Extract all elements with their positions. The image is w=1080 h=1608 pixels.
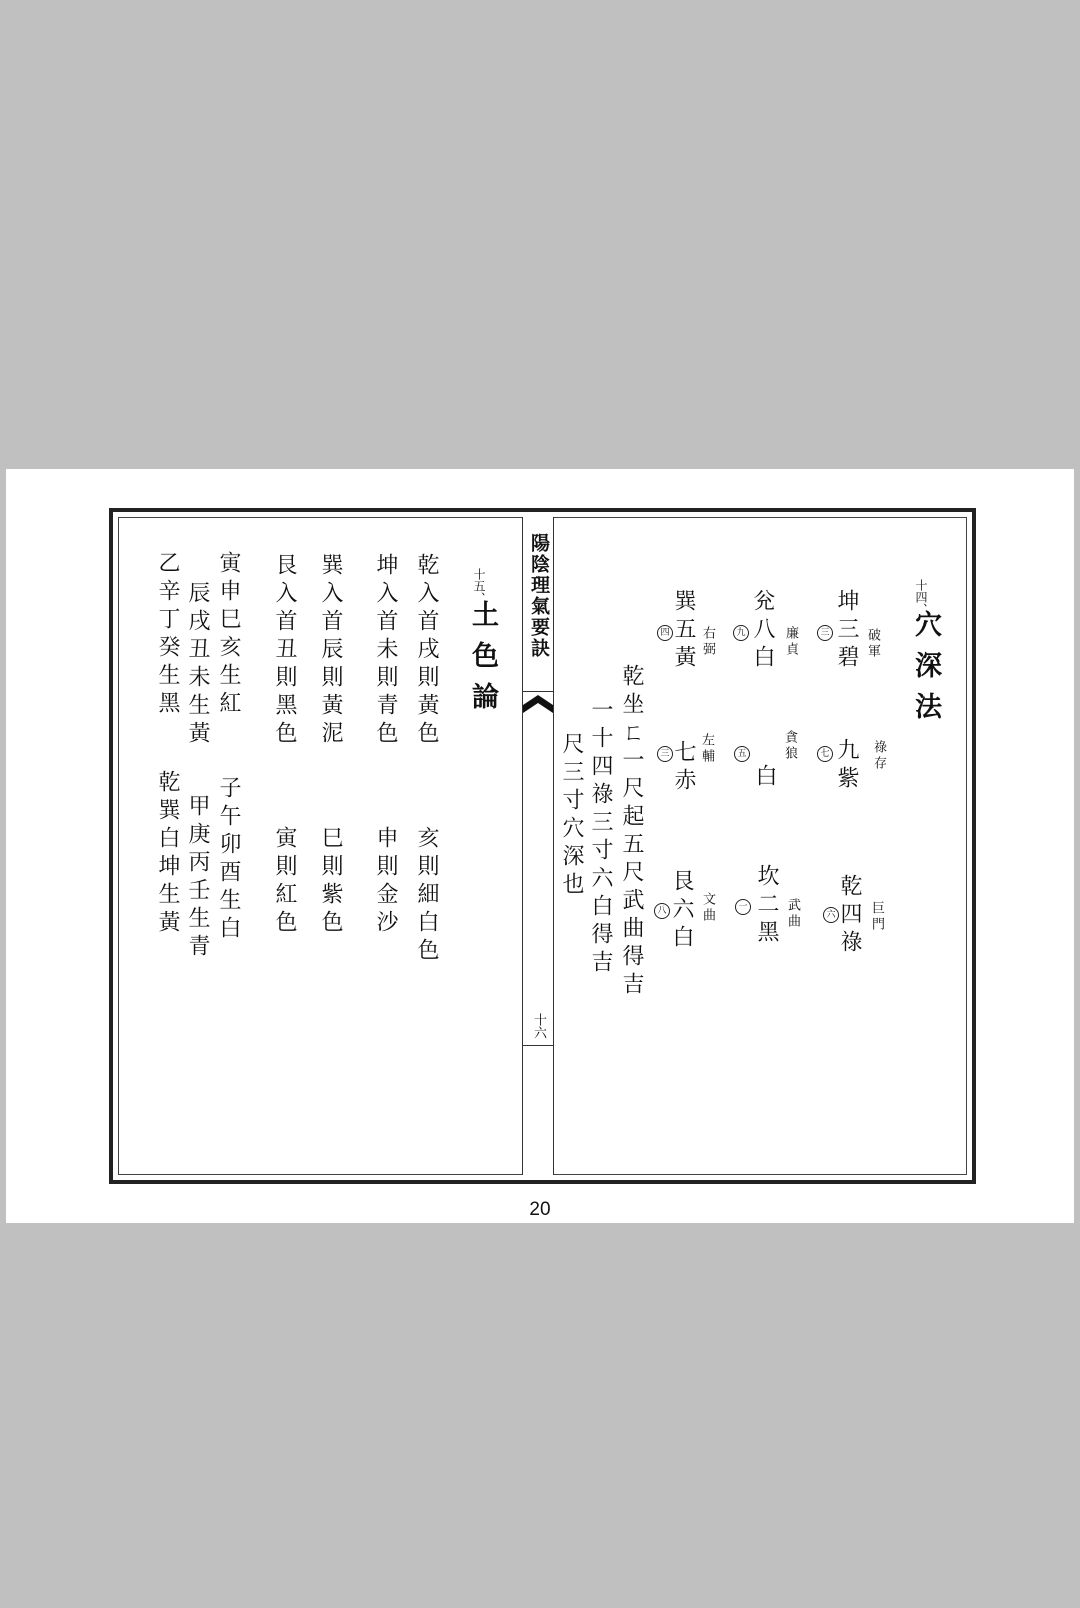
note-line: 一十四祿三寸六白得吉 (588, 698, 613, 978)
star-annotation: 武曲 (785, 898, 800, 930)
soil-entry-top: 艮入首丑則黑色 (272, 553, 297, 749)
star-annotation: 文曲 (700, 892, 715, 924)
star-annotation: 廉貞 (783, 626, 798, 658)
palace-qian: 乾四祿 (837, 874, 862, 958)
star-annotation: 貪狼 (782, 730, 797, 762)
star-annotation: 右弼 (700, 626, 715, 658)
soil-rule-top: 乙辛丁癸生黑 (155, 551, 180, 719)
page-number: 20 (529, 1199, 551, 1220)
palace-bai: 白 (752, 764, 777, 792)
soil-rule-top: 辰戌丑未生黃 (185, 581, 210, 749)
palace-jiu: 九紫 (834, 738, 859, 794)
soil-entry-top: 乾入首戌則黃色 (414, 553, 439, 749)
star-annotation: 左輔 (699, 733, 714, 765)
circled-number: 八 (654, 903, 670, 919)
star-annotation: 破軍 (865, 628, 880, 660)
section-title: 穴深法 (910, 610, 941, 733)
note-line: 尺三寸穴深也 (559, 732, 584, 900)
note-line: 乾坐ㄈ一尺起五尺武曲得吉 (619, 664, 644, 1000)
palace-kan: 坎二黑 (754, 864, 779, 948)
page-frame (109, 508, 976, 1184)
soil-entry-bottom: 巳則紫色 (318, 826, 343, 938)
palace-chi: 七赤 (671, 740, 696, 796)
circled-number: 九 (733, 625, 749, 641)
folio-number: 十六 (531, 1013, 546, 1039)
fishtail-mark-icon (523, 693, 553, 715)
circled-number: 三 (817, 625, 833, 641)
soil-entry-bottom: 申則金沙 (373, 826, 398, 938)
soil-entry-bottom: 寅則紅色 (272, 826, 297, 938)
circled-number: 四 (657, 625, 673, 641)
circled-number: 一 (735, 899, 751, 915)
palace-xun: 巽五黃 (671, 589, 696, 673)
soil-entry-top: 巽入首辰則黃泥 (318, 553, 343, 749)
circled-number: 三 (657, 746, 673, 762)
section-number: 十五、 (472, 568, 486, 604)
soil-rule-bottom: 甲庚丙壬生青 (185, 794, 210, 962)
star-annotation: 祿存 (871, 740, 886, 772)
circled-number: 六 (823, 907, 839, 923)
palace-kun: 坤三碧 (834, 589, 859, 673)
spine-divider (523, 691, 553, 692)
page-frame-inner (118, 517, 967, 1175)
palace-gen: 艮六白 (669, 869, 694, 953)
circled-number: 五 (734, 746, 750, 762)
soil-rule-bottom: 乾巽白坤生黃 (155, 770, 180, 938)
star-annotation: 巨門 (869, 901, 884, 933)
circled-number: 七 (817, 746, 833, 762)
palace-dui: 兊八白 (750, 589, 775, 673)
center-spine (522, 517, 554, 1175)
soil-rule-top: 寅申巳亥生紅 (216, 551, 241, 719)
soil-entry-top: 坤入首未則青色 (373, 553, 398, 749)
soil-entry-bottom: 亥則細白色 (414, 826, 439, 966)
section-number: 十四、 (914, 579, 928, 615)
soil-rule-bottom: 子午卯酉生白 (216, 776, 241, 944)
scanned-page (6, 469, 1074, 1223)
spine-divider (523, 1045, 553, 1046)
book-title: 陽陰理氣要訣 (528, 533, 550, 659)
section-title: 土色論 (467, 600, 498, 723)
